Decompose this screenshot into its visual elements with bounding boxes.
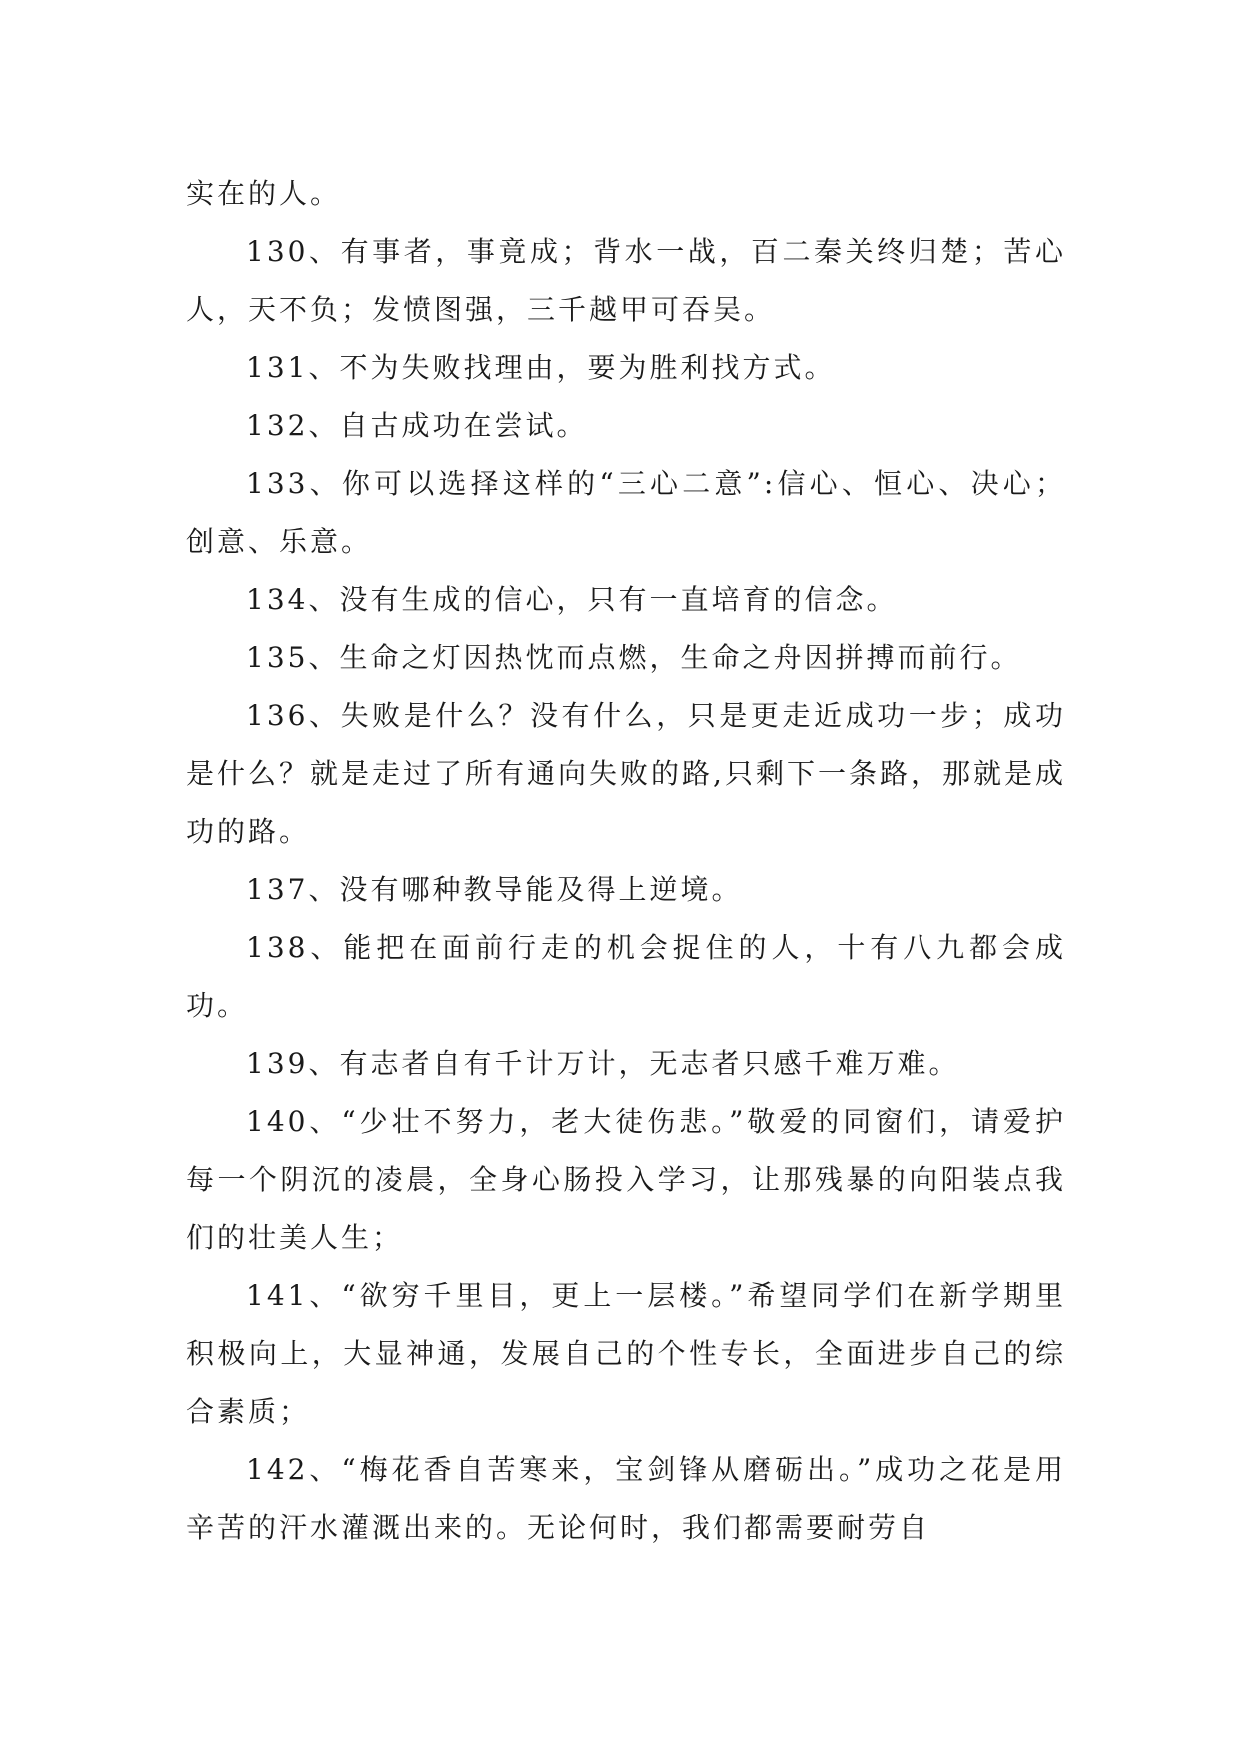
paragraph: 131、不为失败找理由，要为胜利找方式。	[246, 351, 836, 384]
paragraph: 130、有事者，事竟成；背水一战，百二秦关终归楚；苦心人，天不负；发愤图强，三千越甲可吞吴。	[186, 235, 1066, 326]
paragraph: 135、生命之灯因热忱而点燃，生命之舟因拼搏而前行。	[246, 641, 1022, 674]
document-body	[186, 165, 1066, 1557]
paragraph: 132、自古成功在尝试。	[246, 409, 588, 442]
paragraph: 138、能把在面前行走的机会捉住的人，十有八九都会成功。	[186, 931, 1066, 1022]
paragraph: 140、“少壮不努力，老大徒伤悲。”敬爱的同窗们，请爱护每一个阴沉的凌晨，全身心肠投入学习，让那残暴的向阳装点我们的壮美人生；	[186, 1105, 1066, 1254]
paragraph: 137、没有哪种教导能及得上逆境。	[246, 873, 743, 906]
paragraph: 实在的人。	[186, 177, 342, 210]
paragraph: 134、没有生成的信心，只有一直培育的信念。	[246, 583, 898, 616]
paragraph: 142、“梅花香自苦寒来，宝剑锋从磨砺出。”成功之花是用辛苦的汗水灌溉出来的。无论何时，我们都需要耐劳自	[186, 1453, 1066, 1544]
paragraph: 139、有志者自有千计万计，无志者只感千难万难。	[246, 1047, 960, 1080]
paragraph: 136、失败是什么？没有什么，只是更走近成功一步；成功是什么？就是走过了所有通向失败的路,只剩下一条路，那就是成功的路。	[186, 699, 1066, 848]
paragraph: 141、“欲穷千里目，更上一层楼。”希望同学们在新学期里积极向上，大显神通，发展自己的个性专长，全面进步自己的综合素质；	[186, 1279, 1066, 1428]
paragraph: 133、你可以选择这样的“三心二意”:信心、恒心、决心；创意、乐意。	[186, 467, 1066, 558]
